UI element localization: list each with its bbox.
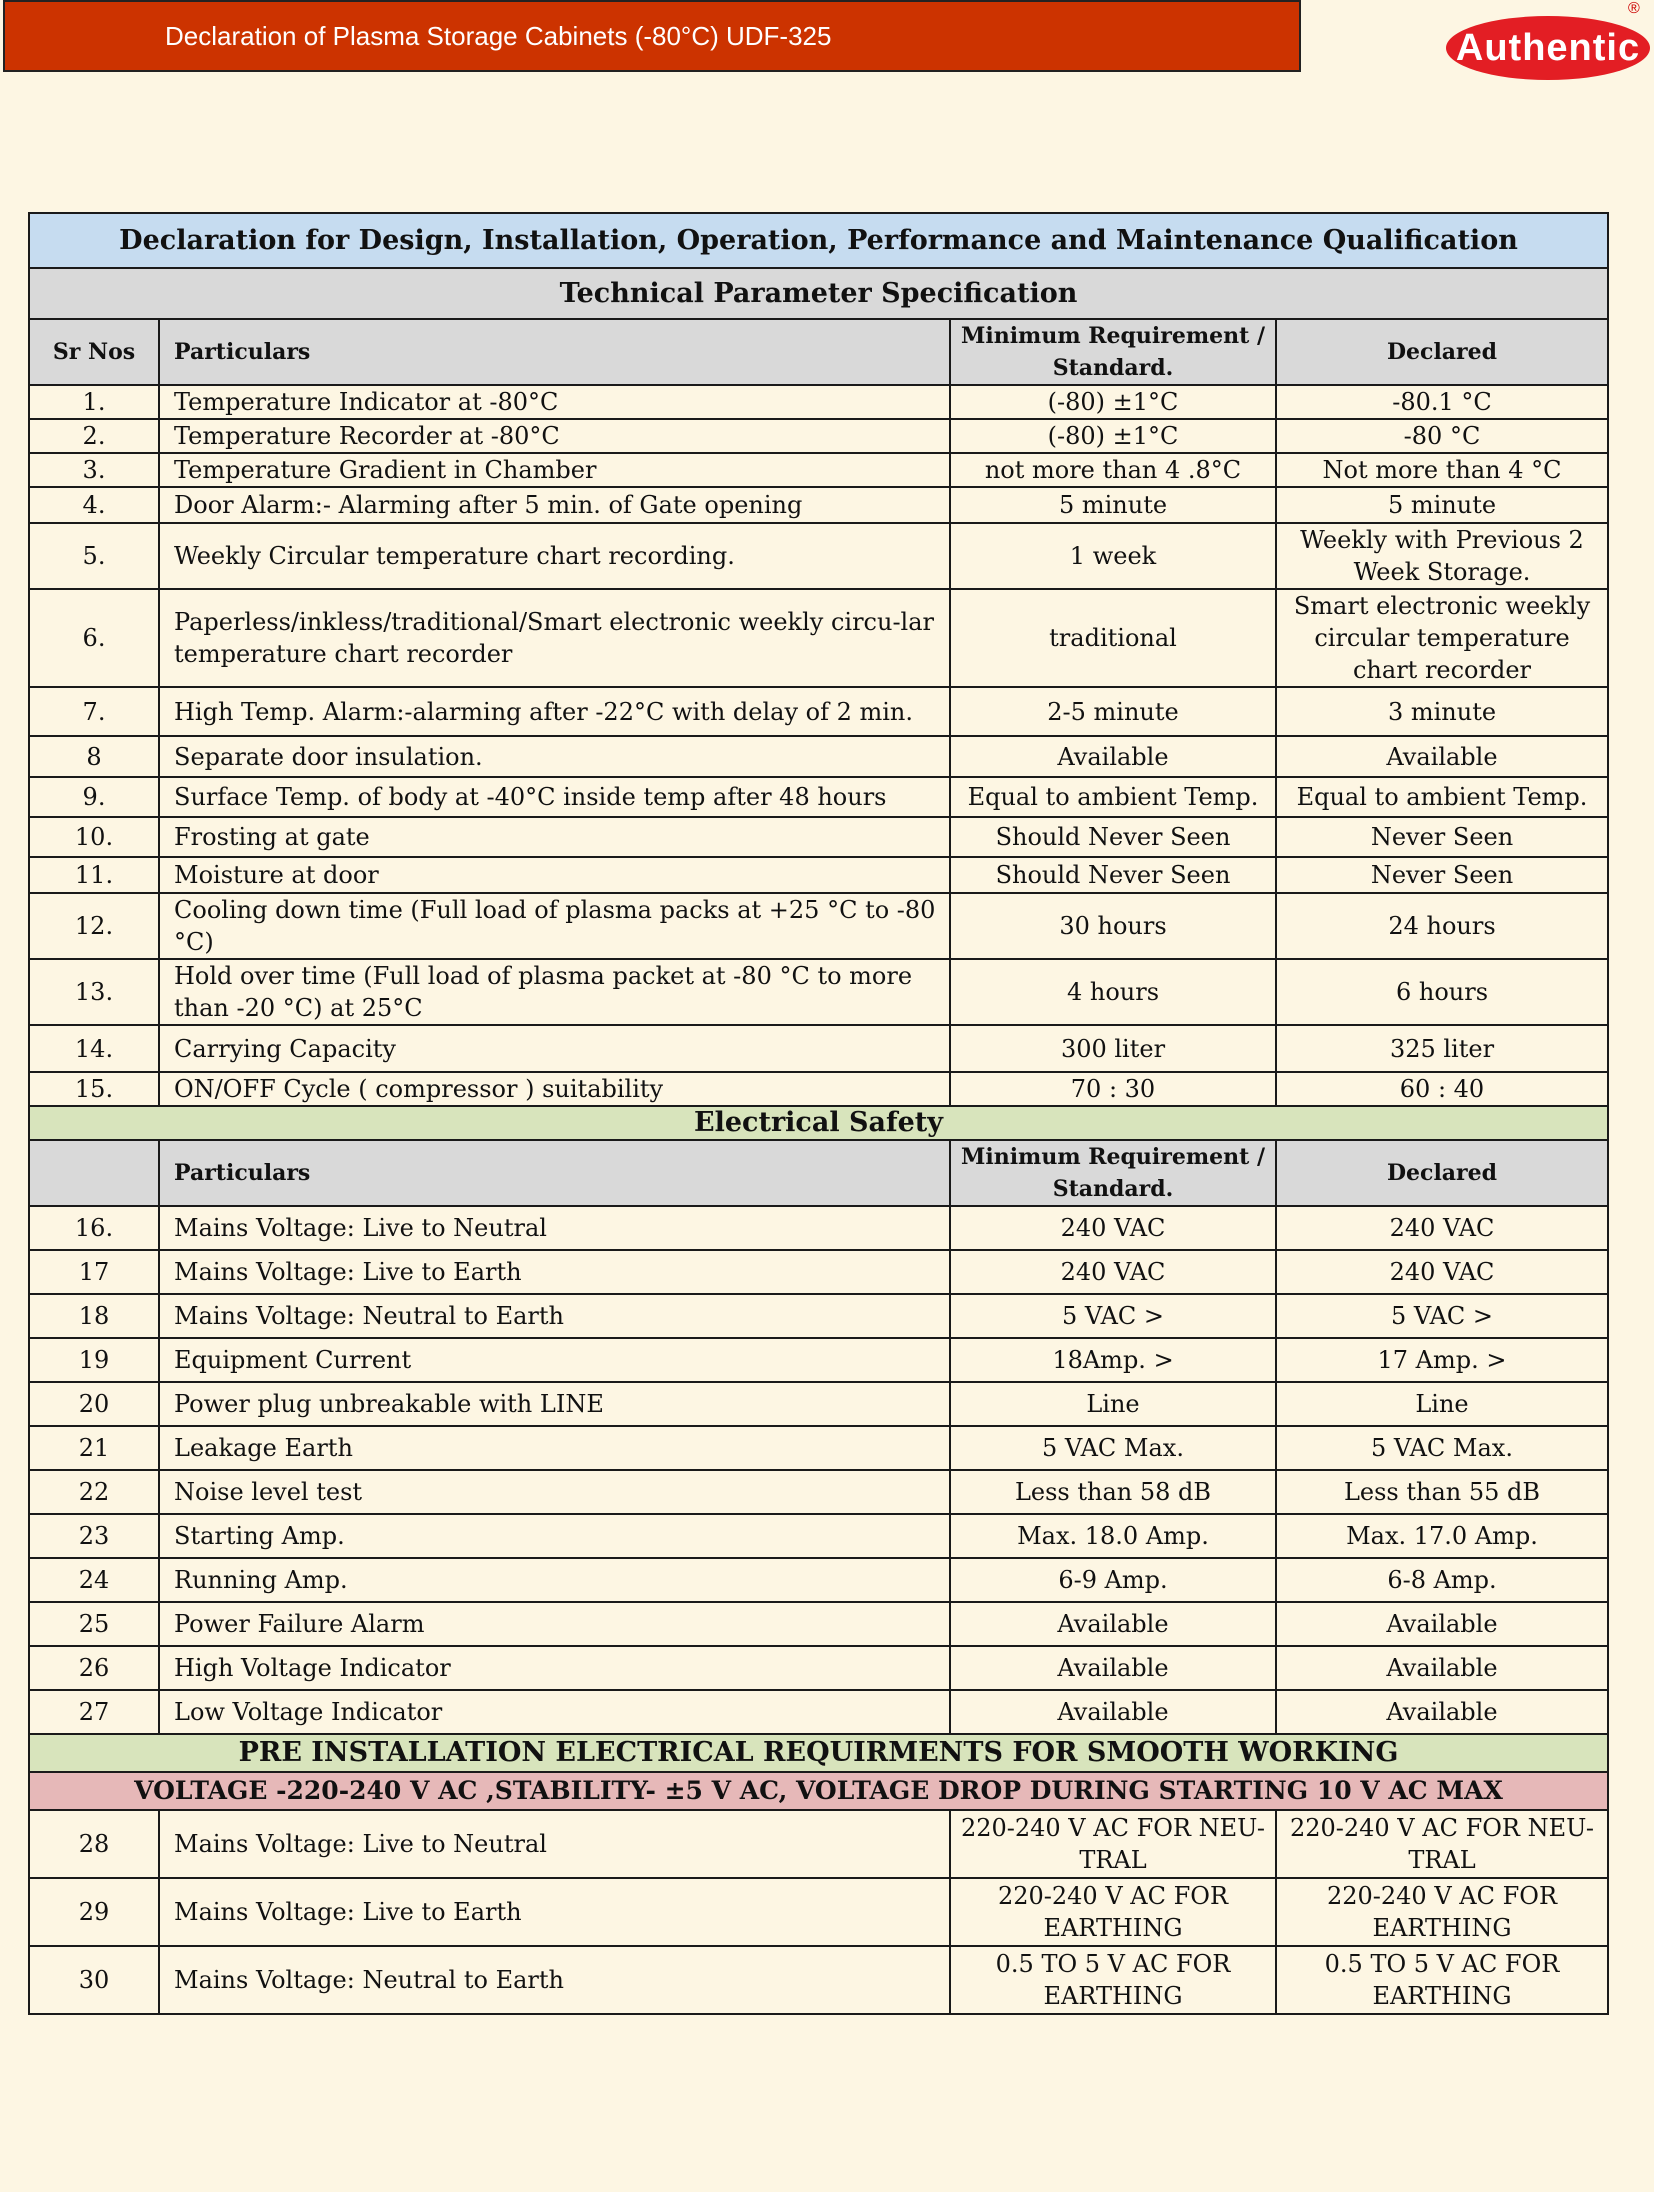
section-banner-pre-installation-row	[29, 1734, 1608, 1772]
cell-minimum-requirement: 220-240 V AC FOR EARTHING	[950, 1878, 1276, 1946]
cell-particulars: Temperature Gradient in Chamber	[159, 453, 950, 487]
cell-declared: Max. 17.0 Amp.	[1276, 1514, 1608, 1558]
cell-sr-no: 5.	[29, 523, 159, 589]
cell-declared: Never Seen	[1276, 857, 1608, 893]
cell-particulars: Running Amp.	[159, 1558, 950, 1602]
cell-minimum-requirement: Equal to ambient Temp.	[950, 777, 1276, 817]
cell-particulars: Temperature Recorder at -80°C	[159, 419, 950, 453]
table-row	[29, 1294, 1608, 1338]
cell-minimum-requirement: 4 hours	[950, 959, 1276, 1025]
document-title-bar	[3, 0, 1301, 72]
cell-particulars: ON/OFF Cycle ( compressor ) suitability	[159, 1072, 950, 1106]
table-row	[29, 1946, 1608, 2014]
cell-minimum-requirement: traditional	[950, 589, 1276, 687]
column-header-row	[29, 319, 1608, 385]
cell-declared: 220-240 V AC FOR EARTHING	[1276, 1878, 1608, 1946]
header-declared: Declared	[1276, 319, 1608, 385]
cell-sr-no: 19	[29, 1338, 159, 1382]
cell-minimum-requirement: 6-9 Amp.	[950, 1558, 1276, 1602]
table-row	[29, 1250, 1608, 1294]
cell-sr-no: 3.	[29, 453, 159, 487]
cell-declared: 17 Amp. >	[1276, 1338, 1608, 1382]
cell-minimum-requirement: Line	[950, 1382, 1276, 1426]
cell-declared: 3 minute	[1276, 687, 1608, 736]
cell-declared: Available	[1276, 1646, 1608, 1690]
cell-minimum-requirement: 5 VAC Max.	[950, 1426, 1276, 1470]
cell-particulars: Frosting at gate	[159, 817, 950, 857]
cell-particulars: High Voltage Indicator	[159, 1646, 950, 1690]
table-row	[29, 1514, 1608, 1558]
cell-particulars: Moisture at door	[159, 857, 950, 893]
cell-declared: 240 VAC	[1276, 1250, 1608, 1294]
cell-declared: 5 VAC >	[1276, 1294, 1608, 1338]
table-row	[29, 487, 1608, 523]
cell-minimum-requirement: Available	[950, 1690, 1276, 1734]
cell-declared: 0.5 TO 5 V AC FOR EARTHING	[1276, 1946, 1608, 2014]
cell-particulars: High Temp. Alarm:-alarming after -22°C with delay of 2 min.	[159, 687, 950, 736]
table-row	[29, 385, 1608, 419]
cell-particulars: Hold over time (Full load of plasma packet at -80 °C to more than -20 °C) at 25°C	[159, 959, 950, 1025]
table-row	[29, 419, 1608, 453]
authentic-logo	[1446, 16, 1650, 80]
cell-sr-no: 24	[29, 1558, 159, 1602]
voltage-requirement-banner: VOLTAGE -220-240 V AC ,STABILITY- ±5 V AC, VOLTAGE DROP DURING STARTING 10 V AC MAX	[29, 1772, 1608, 1810]
cell-sr-no: 30	[29, 1946, 159, 2014]
cell-particulars: Mains Voltage: Neutral to Earth	[159, 1294, 950, 1338]
cell-declared: Equal to ambient Temp.	[1276, 777, 1608, 817]
cell-minimum-requirement: 5 VAC >	[950, 1294, 1276, 1338]
cell-particulars: Mains Voltage: Neutral to Earth	[159, 1946, 950, 2014]
cell-particulars: Mains Voltage: Live to Earth	[159, 1878, 950, 1946]
cell-declared: Line	[1276, 1382, 1608, 1426]
cell-sr-no: 1.	[29, 385, 159, 419]
table-row	[29, 893, 1608, 959]
cell-particulars: Separate door insulation.	[159, 736, 950, 777]
cell-minimum-requirement: 300 liter	[950, 1025, 1276, 1072]
cell-particulars: Mains Voltage: Live to Neutral	[159, 1810, 950, 1878]
section-banner-technical: Technical Parameter Specification	[29, 268, 1608, 319]
table-row	[29, 1878, 1608, 1946]
table-row	[29, 1382, 1608, 1426]
cell-sr-no: 20	[29, 1382, 159, 1426]
cell-particulars: Weekly Circular temperature chart recording.	[159, 523, 950, 589]
cell-particulars: Temperature Indicator at -80°C	[159, 385, 950, 419]
cell-sr-no: 29	[29, 1878, 159, 1946]
cell-particulars: Power plug unbreakable with LINE	[159, 1382, 950, 1426]
cell-sr-no: 26	[29, 1646, 159, 1690]
cell-minimum-requirement: Available	[950, 1646, 1276, 1690]
cell-particulars: Low Voltage Indicator	[159, 1690, 950, 1734]
cell-sr-no: 10.	[29, 817, 159, 857]
cell-sr-no: 4.	[29, 487, 159, 523]
table-row	[29, 1072, 1608, 1106]
table-title: Declaration for Design, Installation, Operation, Performance and Maintenance Qualification	[29, 213, 1608, 268]
cell-minimum-requirement: 0.5 TO 5 V AC FOR EARTHING	[950, 1946, 1276, 2014]
cell-particulars: Leakage Earth	[159, 1426, 950, 1470]
cell-sr-no: 18	[29, 1294, 159, 1338]
cell-declared: 5 VAC Max.	[1276, 1426, 1608, 1470]
cell-declared: 6 hours	[1276, 959, 1608, 1025]
table-row	[29, 523, 1608, 589]
cell-declared: Available	[1276, 1690, 1608, 1734]
cell-declared: 220-240 V AC FOR NEU-TRAL	[1276, 1810, 1608, 1878]
cell-particulars: Power Failure Alarm	[159, 1602, 950, 1646]
cell-particulars: Surface Temp. of body at -40°C inside temp after 48 hours	[159, 777, 950, 817]
cell-sr-no: 23	[29, 1514, 159, 1558]
header-minimum-requirement: Minimum Requirement / Standard.	[950, 1140, 1276, 1206]
cell-particulars: Cooling down time (Full load of plasma packs at +25 °C to -80 °C)	[159, 893, 950, 959]
cell-minimum-requirement: 2-5 minute	[950, 687, 1276, 736]
cell-particulars: Paperless/inkless/traditional/Smart electronic weekly circu-lar temperature chart recorder	[159, 589, 950, 687]
cell-declared: 24 hours	[1276, 893, 1608, 959]
cell-declared: 60 : 40	[1276, 1072, 1608, 1106]
cell-sr-no: 11.	[29, 857, 159, 893]
cell-minimum-requirement: (-80) ±1°C	[950, 419, 1276, 453]
cell-sr-no: 25	[29, 1602, 159, 1646]
header-minimum-requirement: Minimum Requirement / Standard.	[950, 319, 1276, 385]
table-row	[29, 1206, 1608, 1250]
table-row	[29, 1470, 1608, 1514]
cell-declared: -80 °C	[1276, 419, 1608, 453]
table-row	[29, 736, 1608, 777]
cell-particulars: Starting Amp.	[159, 1514, 950, 1558]
cell-sr-no: 22	[29, 1470, 159, 1514]
cell-declared: Weekly with Previous 2 Week Storage.	[1276, 523, 1608, 589]
cell-minimum-requirement: not more than 4 .8°C	[950, 453, 1276, 487]
section-banner-electrical: Electrical Safety	[29, 1106, 1608, 1140]
cell-minimum-requirement: 1 week	[950, 523, 1276, 589]
cell-minimum-requirement: Available	[950, 736, 1276, 777]
cell-declared: Never Seen	[1276, 817, 1608, 857]
table-row	[29, 1426, 1608, 1470]
table-row	[29, 817, 1608, 857]
cell-minimum-requirement: Less than 58 dB	[950, 1470, 1276, 1514]
cell-sr-no: 13.	[29, 959, 159, 1025]
cell-sr-no: 27	[29, 1690, 159, 1734]
section-banner-pre-installation: PRE INSTALLATION ELECTRICAL REQUIRMENTS FOR SMOOTH WORKING	[29, 1734, 1608, 1772]
cell-sr-no: 21	[29, 1426, 159, 1470]
cell-declared: Less than 55 dB	[1276, 1470, 1608, 1514]
header-declared: Declared	[1276, 1140, 1608, 1206]
cell-declared: Not more than 4 °C	[1276, 453, 1608, 487]
header-sr-nos	[29, 1140, 159, 1206]
cell-minimum-requirement: Should Never Seen	[950, 817, 1276, 857]
cell-minimum-requirement: 5 minute	[950, 487, 1276, 523]
cell-declared: Available	[1276, 1602, 1608, 1646]
cell-particulars: Noise level test	[159, 1470, 950, 1514]
column-header-row	[29, 1140, 1608, 1206]
cell-declared: 325 liter	[1276, 1025, 1608, 1072]
cell-minimum-requirement: Available	[950, 1602, 1276, 1646]
table-row	[29, 1646, 1608, 1690]
header-particulars: Particulars	[159, 1140, 950, 1206]
section-banner-technical-row	[29, 268, 1608, 319]
qualification-table	[28, 212, 1609, 2015]
table-row	[29, 1558, 1608, 1602]
cell-minimum-requirement: Should Never Seen	[950, 857, 1276, 893]
cell-minimum-requirement: 30 hours	[950, 893, 1276, 959]
cell-minimum-requirement: 70 : 30	[950, 1072, 1276, 1106]
cell-particulars: Mains Voltage: Live to Neutral	[159, 1206, 950, 1250]
cell-minimum-requirement: Max. 18.0 Amp.	[950, 1514, 1276, 1558]
cell-declared: Smart electronic weekly circular temperature chart recorder	[1276, 589, 1608, 687]
header-sr-nos: Sr Nos	[29, 319, 159, 385]
cell-declared: 240 VAC	[1276, 1206, 1608, 1250]
cell-sr-no: 15.	[29, 1072, 159, 1106]
cell-particulars: Equipment Current	[159, 1338, 950, 1382]
cell-minimum-requirement: 220-240 V AC FOR NEU-TRAL	[950, 1810, 1276, 1878]
cell-particulars: Mains Voltage: Live to Earth	[159, 1250, 950, 1294]
cell-sr-no: 9.	[29, 777, 159, 817]
cell-minimum-requirement: 240 VAC	[950, 1206, 1276, 1250]
cell-sr-no: 7.	[29, 687, 159, 736]
table-row	[29, 589, 1608, 687]
table-row	[29, 453, 1608, 487]
cell-declared: -80.1 °C	[1276, 385, 1608, 419]
cell-sr-no: 17	[29, 1250, 159, 1294]
registered-mark: ®	[1628, 0, 1640, 17]
table-row	[29, 857, 1608, 893]
section-banner-electrical-row	[29, 1106, 1608, 1140]
cell-sr-no: 2.	[29, 419, 159, 453]
voltage-requirement-banner-row	[29, 1772, 1608, 1810]
table-title-row	[29, 213, 1608, 268]
cell-declared: 6-8 Amp.	[1276, 1558, 1608, 1602]
cell-declared: 5 minute	[1276, 487, 1608, 523]
cell-declared: Available	[1276, 736, 1608, 777]
table-row	[29, 687, 1608, 736]
cell-sr-no: 14.	[29, 1025, 159, 1072]
cell-particulars: Door Alarm:- Alarming after 5 min. of Gate opening	[159, 487, 950, 523]
cell-sr-no: 16.	[29, 1206, 159, 1250]
logo-text: Authentic	[1455, 26, 1641, 69]
cell-sr-no: 28	[29, 1810, 159, 1878]
table-row	[29, 777, 1608, 817]
table-row	[29, 1810, 1608, 1878]
cell-sr-no: 12.	[29, 893, 159, 959]
table-row	[29, 1690, 1608, 1734]
cell-minimum-requirement: 240 VAC	[950, 1250, 1276, 1294]
table-row	[29, 1025, 1608, 1072]
document-title: Declaration of Plasma Storage Cabinets (-80°C) UDF-325	[165, 20, 832, 51]
cell-sr-no: 8	[29, 736, 159, 777]
table-row	[29, 1602, 1608, 1646]
table-row	[29, 959, 1608, 1025]
cell-particulars: Carrying Capacity	[159, 1025, 950, 1072]
header-particulars: Particulars	[159, 319, 950, 385]
cell-sr-no: 6.	[29, 589, 159, 687]
cell-minimum-requirement: 18Amp. >	[950, 1338, 1276, 1382]
cell-minimum-requirement: (-80) ±1°C	[950, 385, 1276, 419]
table-row	[29, 1338, 1608, 1382]
